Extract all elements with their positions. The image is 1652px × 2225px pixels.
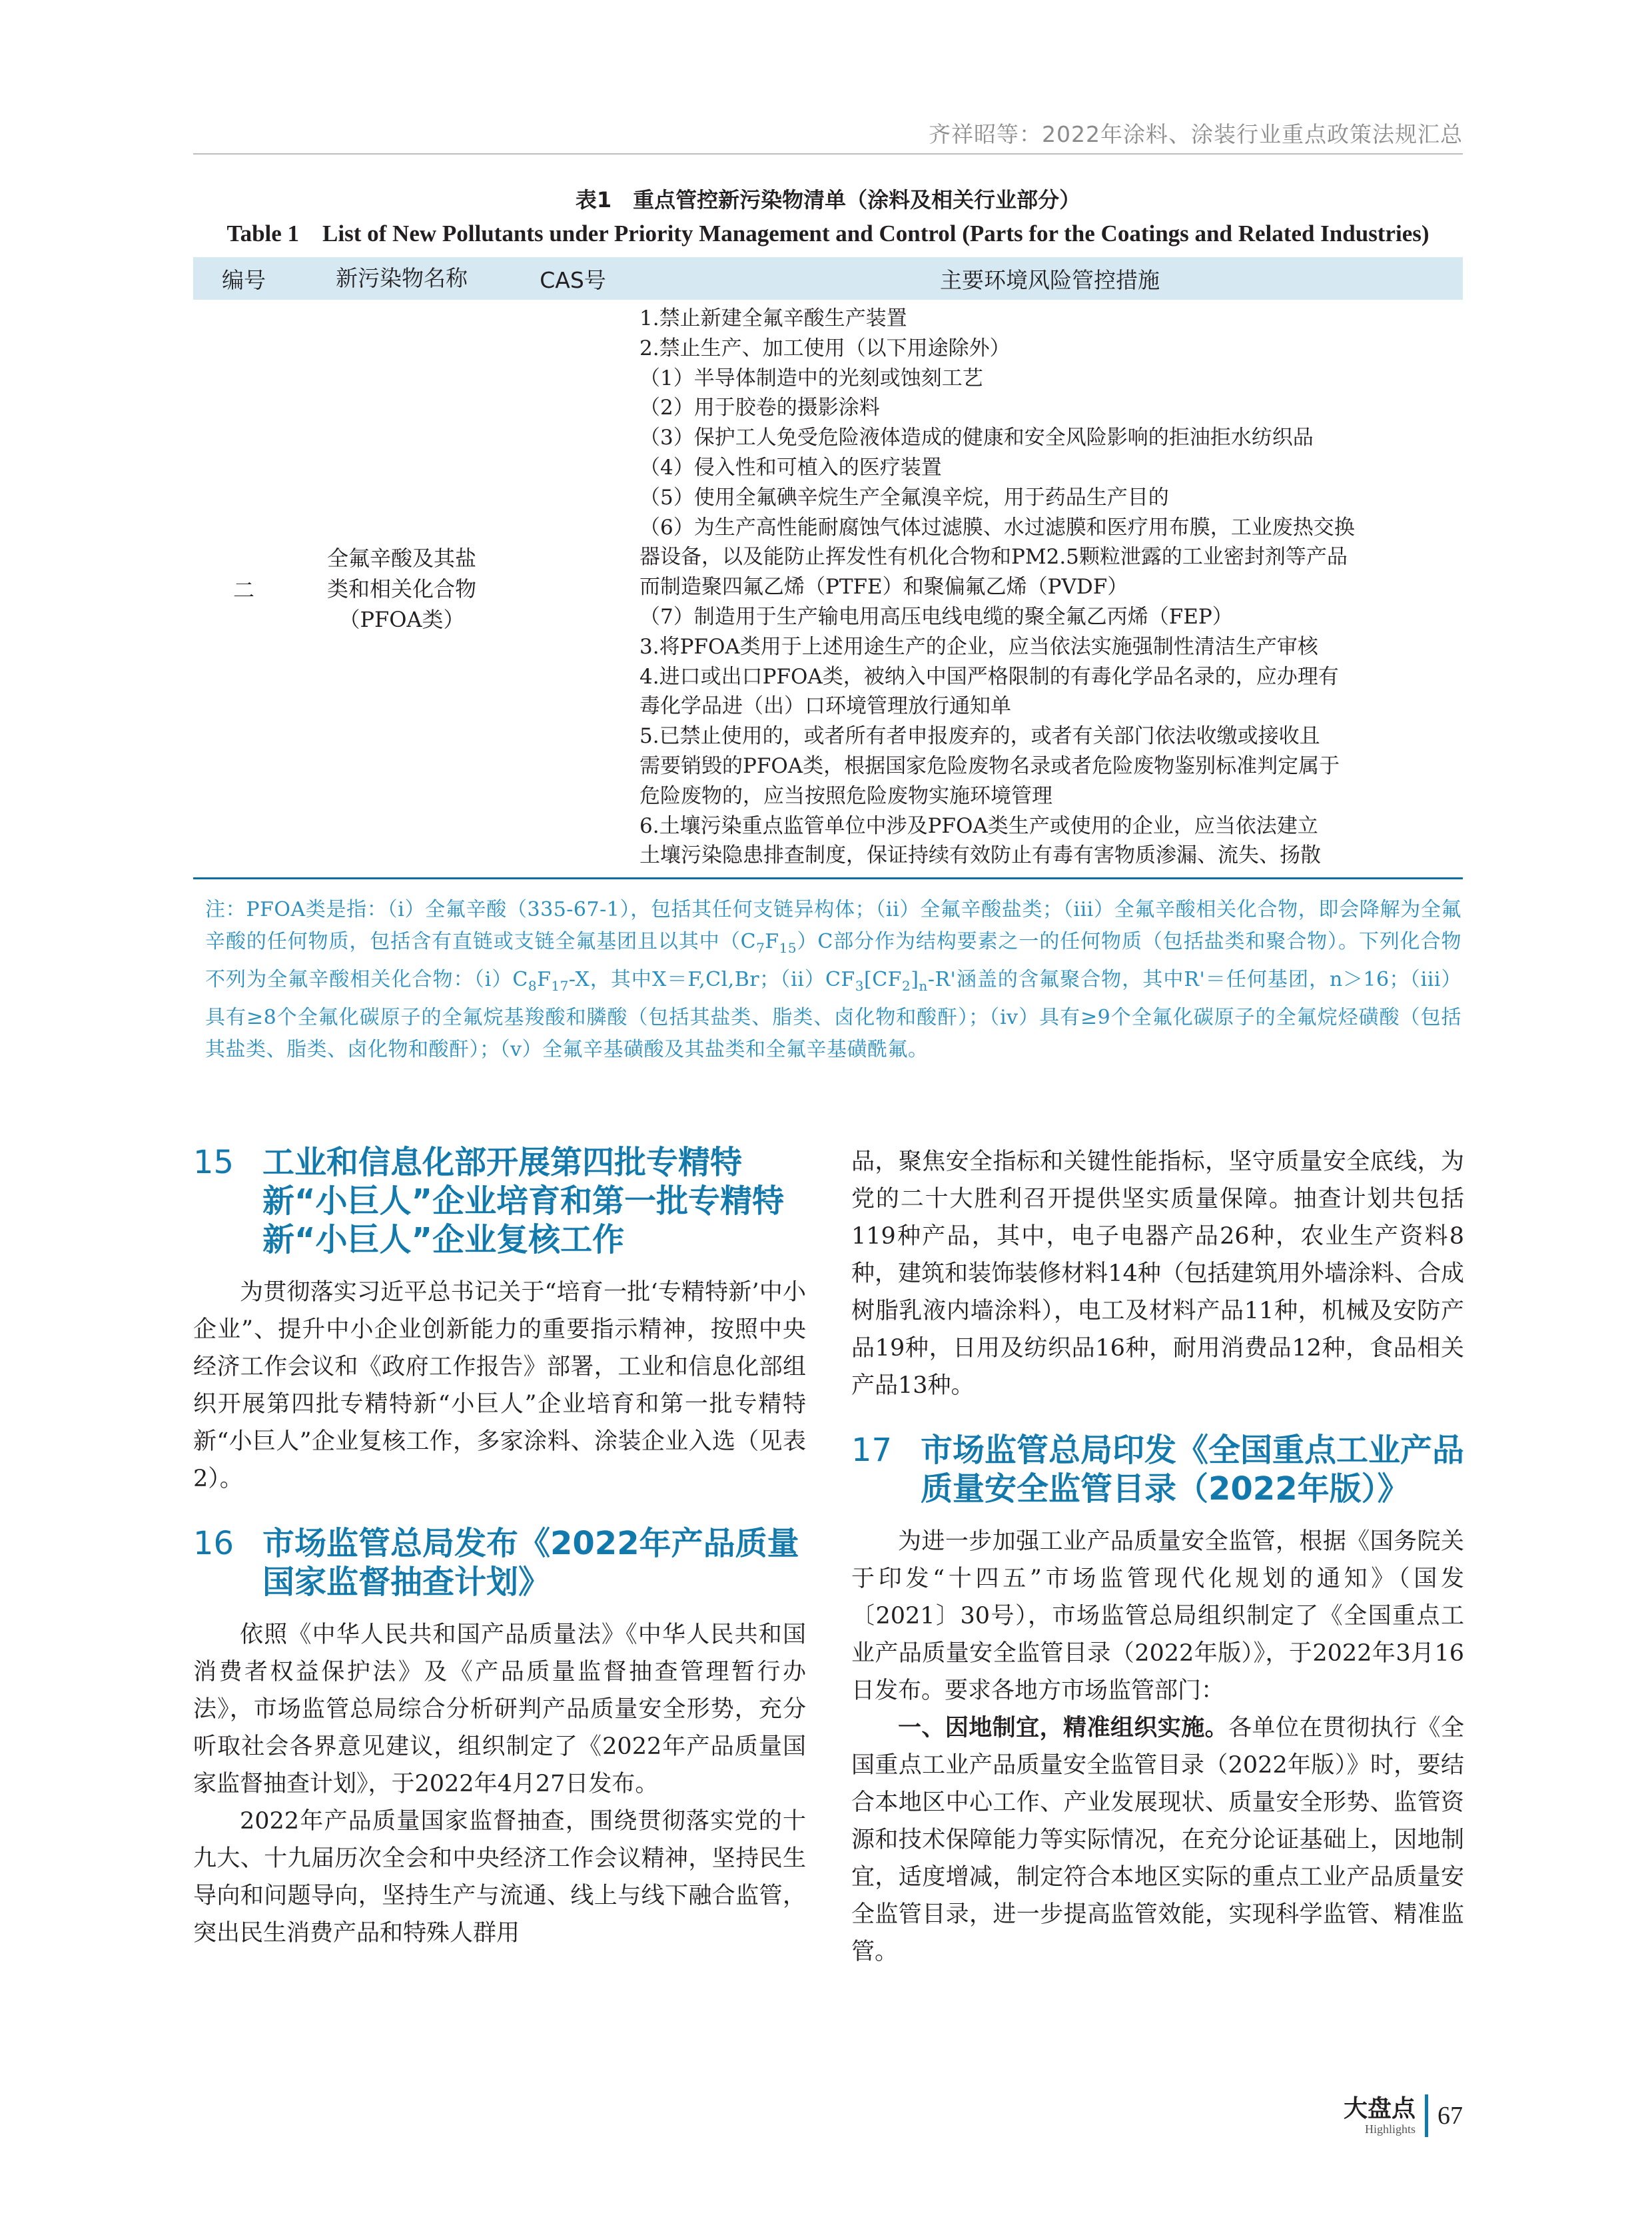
table-header-row: [193, 257, 1463, 300]
footer-divider: [1425, 2094, 1428, 2137]
cell-name-line: （PFOA类）: [338, 606, 465, 632]
cell-cas: [509, 300, 637, 879]
cell-no: 二: [232, 577, 254, 603]
right-column: [851, 1143, 1464, 1971]
footer-brand-en: Highlights: [1364, 2122, 1416, 2136]
col-header-no: 编号: [193, 257, 294, 300]
section-16-heading: [193, 1524, 806, 1601]
measure-line: （4）侵入性和可植入的医疗装置: [639, 455, 942, 480]
measure-line: （6）为生产高性能耐腐蚀气体过滤膜、水过滤膜和医疗用布膜，工业废热交换: [639, 515, 1355, 540]
table-note: [193, 894, 1463, 1066]
measure-line: 土壤污染隐患排查制度，保证持续有效防止有毒有害物质渗漏、流失、扬散: [639, 843, 1321, 868]
paragraph-body: 各单位在贯彻执行《全国重点工业产品质量安全监管目录（2022年版）》时，要结合本地区中心工作、产业发展现状、质量安全形势、监管资源和技术保障能力等实际情况，在充分论证基础上，因地制宜，适度增减，制定符合本地区实际的重点工业产品质量安全监管目录，进一步提高监管效能，实现科学监管、精准监管。: [851, 1715, 1464, 1965]
note-subscript: n: [919, 978, 928, 995]
col-header-measures: 主要环境风险管控措施: [637, 257, 1463, 300]
measure-line: 毒化学品进（出）口环境管理放行通知单: [639, 694, 1011, 719]
note-subscript: 3: [855, 978, 864, 995]
section-number: 17: [851, 1432, 893, 1469]
paragraph-lead: 一、因地制宜，精准组织实施。: [898, 1714, 1229, 1741]
cell-name-line: 类和相关化合物: [326, 576, 476, 602]
page-number: 67: [1438, 2102, 1463, 2130]
note-subscript: 15: [779, 940, 797, 957]
col-header-cas: CAS号: [509, 257, 637, 300]
note-subscript: 2: [901, 978, 911, 995]
section-title: 市场监管总局发布《2022年产品质量国家监督抽查计划》: [262, 1525, 799, 1601]
measure-line: 1.禁止新建全氟辛酸生产装置: [639, 306, 907, 330]
note-text: -R'涵盖的含氟聚合物，其中R'＝任何基团，n＞16；（iii）具有≥8个全氟化碳原子的全氟烷基羧酸和膦酸（包括其盐类、脂类、卤化物和酸酐）；（iv）具有≥9个全氟化碳原子的全氟烷烃磺酸（包括其盐类、脂类、卤化物和酸酐）；（v）全氟辛基磺酸及其盐类和全氟辛基磺酰氟。: [205, 968, 1461, 1062]
cell-measures: [637, 300, 1463, 879]
section-title: 市场监管总局印发《全国重点工业产品质量安全监管目录（2022年版）》: [921, 1432, 1465, 1508]
measure-line: 3.将PFOA类用于上述用途生产的企业，应当依法实施强制性清洁生产审核: [639, 634, 1318, 659]
measure-line: 危险废物的，应当按照危险废物实施环境管理: [639, 783, 1052, 808]
note-text: 注：PFOA类是指：（i）全氟辛酸（335-67-1），包括其任何支链异构体；（ii）全氟辛酸盐类；（iii）全氟辛酸相关化合物，即会降解为全氟辛酸的任何物质，包括含有直链或支链全氟基团且以其中（C: [205, 898, 1461, 954]
section-17-heading: [851, 1431, 1464, 1508]
cell-name-line: 全氟辛酸及其盐: [326, 545, 476, 571]
section-number: 16: [193, 1525, 234, 1562]
table-title-cn: 表1 重点管控新污染物清单（涂料及相关行业部分）: [575, 187, 1081, 213]
table-1: [193, 185, 1463, 1066]
measure-line: （5）使用全氟碘辛烷生产全氟溴辛烷，用于药品生产目的: [639, 485, 1169, 510]
note-text: F: [537, 968, 552, 992]
note-text: F: [765, 930, 779, 954]
table-row: [193, 300, 1463, 879]
measure-line: （3）保护工人免受危险液体造成的健康和安全风险影响的拒油拒水纺织品: [639, 426, 1314, 450]
footer-brand: [1344, 2096, 1416, 2136]
measure-line: 需要销毁的PFOA类，根据国家危险废物名录或者危险废物鉴别标准判定属于: [639, 753, 1340, 778]
measure-line: （2）用于胶卷的摄影涂料: [639, 396, 880, 420]
paragraph: 2022年产品质量国家监督抽查，围绕贯彻落实党的十九大、十九届历次全会和中央经济工作会议精神，坚持民生导向和问题导向，坚持生产与流通、线上与线下融合监管，突出民生消费产品和特殊人群用: [193, 1808, 806, 1947]
note-subscript: 7: [756, 940, 765, 957]
measure-line: 4.进口或出口PFOA类，被纳入中国严格限制的有毒化学品名录的，应办理有: [639, 664, 1339, 689]
note-text: ）C部分作为结构要素之一的任何物质（包括盐类和聚合物）。下列化合物不列为全氟辛酸相关化合物：（i）C: [205, 930, 1461, 992]
note-text: [CF: [863, 968, 902, 992]
running-head: 齐祥昭等：2022年涂料、涂装行业重点政策法规汇总: [929, 121, 1463, 147]
note-subscript: 8: [528, 978, 538, 995]
header-rule: [193, 153, 1463, 155]
section-number: 15: [193, 1144, 234, 1181]
cell-name: [294, 300, 509, 879]
measure-line: （1）半导体制造中的光刻或蚀刻工艺: [639, 366, 983, 390]
paragraph: 为贯彻落实习近平总书记关于“培育一批‘专精特新’中小企业”、提升中小企业创新能力的重要指示精神，按照中央经济工作会议和《政府工作报告》部署，工业和信息化部组织开展第四批专精特新“小巨人”企业培育和第一批专精特新“小巨人”企业复核工作，多家涂料、涂装企业入选（见表2）。: [193, 1279, 806, 1492]
section-15-heading: [193, 1143, 806, 1259]
left-column: [193, 1143, 806, 1952]
paragraph: 依照《中华人民共和国产品质量法》《中华人民共和国消费者权益保护法》及《产品质量监督抽查管理暂行办法》，市场监管总局综合分析研判产品质量安全形势，充分听取社会各界意见建议，组织制定了《2022年产品质量国家监督抽查计划》，于2022年4月27日发布。: [193, 1621, 806, 1797]
pollutant-table: [193, 257, 1463, 879]
paragraph-continuation: 品，聚焦安全指标和关键性能指标，坚守质量安全底线，为党的二十大胜利召开提供坚实质量保障。抽查计划共包括119种产品，其中，电子电器产品26种，农业生产资料8种，建筑和装饰装修材料14种（包括建筑用外墙涂料、合成树脂乳液内墙涂料），电工及材料产品11种，机械及安防产品19种，日用及纺织品16种，耐用消费品12种，食品相关产品13种。: [851, 1148, 1464, 1399]
note-subscript: 17: [551, 978, 569, 995]
note-text: ]: [911, 968, 919, 992]
measure-line: （7）制造用于生产输电用高压电线电缆的聚全氟乙丙烯（FEP）: [639, 604, 1233, 629]
measure-line: 2.禁止生产、加工使用（以下用途除外）: [639, 336, 1011, 360]
measure-line: 器设备，以及能防止挥发性有机化合物和PM2.5颗粒泄露的工业密封剂等产品: [639, 545, 1348, 570]
section-title: 工业和信息化部开展第四批专精特新“小巨人”企业培育和第一批专精特新“小巨人”企业复核工作: [262, 1144, 785, 1258]
note-text: -X，其中X＝F,Cl,Br；（ii）CF: [568, 968, 855, 992]
paragraph: [851, 1709, 1464, 1971]
measure-line: 5.已禁止使用的，或者所有者申报废弃的，或者有关部门依法收缴或接收且: [639, 724, 1320, 749]
measure-line: 6.土壤污染重点监管单位中涉及PFOA类生产或使用的企业，应当依法建立: [639, 813, 1318, 838]
table-title-en: Table 1 List of New Pollutants under Priority Management and Control (Parts for the Coatings and Related Industries): [226, 221, 1430, 246]
col-header-name: 新污染物名称: [294, 257, 509, 300]
footer-brand-cn: 大盘点: [1343, 2095, 1416, 2122]
page-footer: [1344, 2094, 1463, 2137]
measure-line: 而制造聚四氟乙烯（PTFE）和聚偏氟乙烯（PVDF）: [639, 575, 1128, 600]
paragraph: 为进一步加强工业产品质量安全监管，根据《国务院关于印发“十四五”市场监管现代化规划的通知》（国发〔2021〕30号），市场监管总局组织制定了《全国重点工业产品质量安全监管目录（2022年版）》，于2022年3月16日发布。要求各地方市场监管部门：: [851, 1528, 1464, 1704]
